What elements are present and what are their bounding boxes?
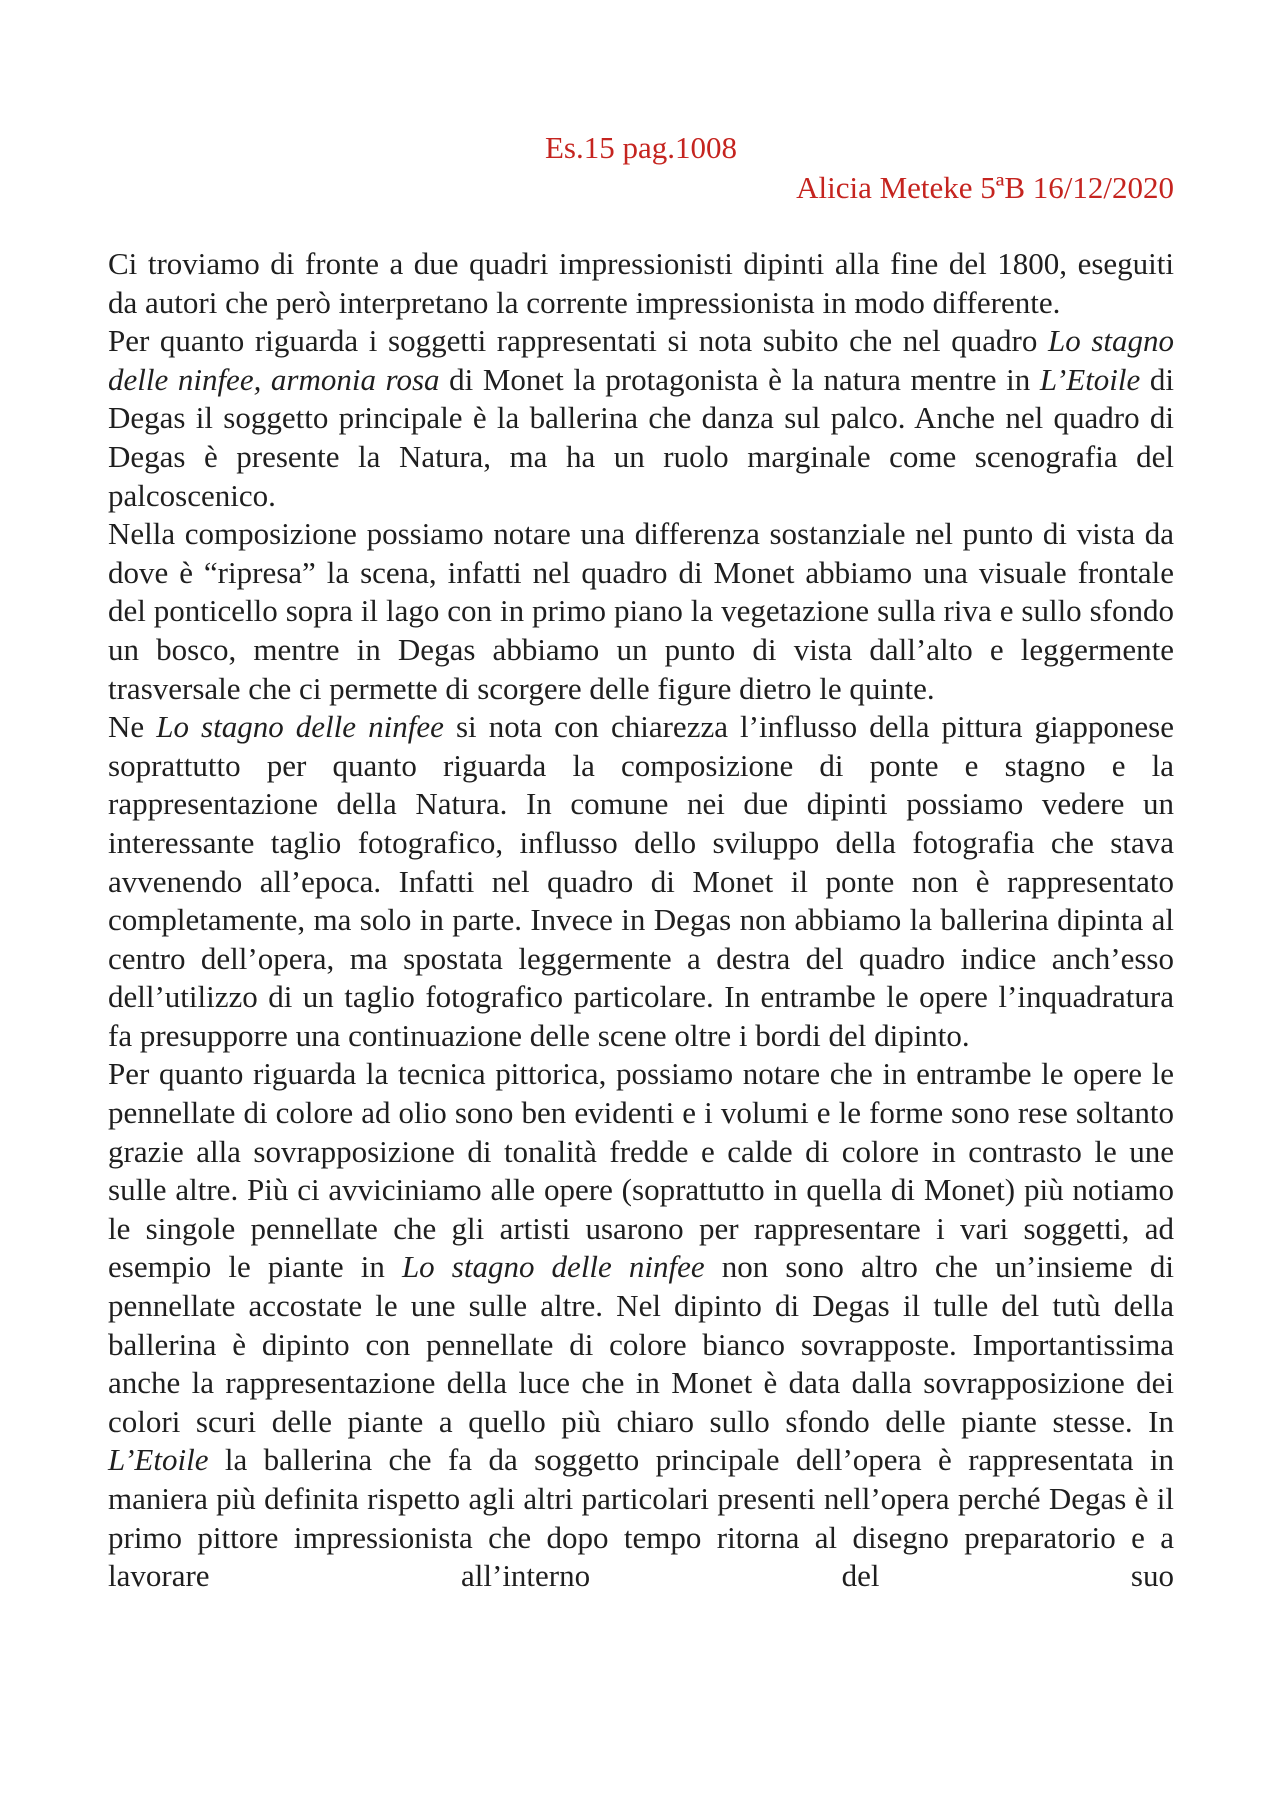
document-content: [108, 128, 1174, 1596]
text-segment: Ci troviamo di fronte a due quadri impressionisti dipinti alla fine del 1800, eseguiti da autori che però interpretano la corrente impressionista in modo differente.: [108, 246, 1174, 320]
document-body: [108, 245, 1174, 1596]
paragraph: [108, 322, 1174, 515]
artwork-title-italic: Lo stagno delle ninfee: [156, 709, 444, 745]
paragraph: [108, 708, 1174, 1055]
text-segment: Per quanto riguarda la tecnica pittorica, possiamo notare che in entrambe le opere le pennellate di colore ad olio sono ben evidenti e i volumi e le forme sono rese soltanto grazie alla sovrapposizione di tonalità fredde e calde di colore in contrasto le une sulle altre. Più ci avviciniamo alle opere (soprattutto in quella di Monet) più notiamo le singole pennellate che gli artisti usarono per rappresentare i vari soggetti, ad esempio le piante in: [108, 1056, 1174, 1285]
text-segment: di Monet la protagonista è la natura mentre in: [439, 361, 1040, 397]
paragraph: [108, 515, 1174, 708]
artwork-title-italic: Lo stagno delle ninfee, armonia rosa: [108, 323, 1174, 397]
paragraph: [108, 245, 1174, 322]
artwork-title-italic: L’Etoile: [1039, 361, 1141, 397]
text-segment: Nella composizione possiamo notare una differenza sostanziale nel punto di vista da dove è “ripresa” la scena, infatti nel quadro di Monet abbiamo una visuale frontale del ponticello sopra il lago con in primo piano la vegetazione sulla riva e sullo sfondo un bosco, mentre in Degas abbiamo un punto di vista dall’alto e leggermente trasversale che ci permette di scorgere delle figure dietro le quinte.: [108, 516, 1174, 706]
text-segment: si nota con chiarezza l’influsso della pittura giapponese soprattutto per quanto riguarda la composizione di ponte e stagno e la rappresentazione della Natura. In comune nei due dipinti possiamo vedere un interessante taglio fotografico, influsso dello sviluppo della fotografia che stava avvenendo all’epoca. Infatti nel quadro di Monet il ponte non è rappresentato completamente, ma solo in parte. Invece in Degas non abbiamo la ballerina dipinta al centro dell’opera, ma spostata leggermente a destra del quadro indice anch’esso dell’utilizzo di un taglio fotografico particolare. In entrambe le opere l’inquadratura fa presupporre una continuazione delle scene oltre i bordi del dipinto.: [108, 709, 1175, 1053]
document-title: Es.15 pag.1008: [544, 130, 737, 165]
paragraph: [108, 1055, 1174, 1595]
text-segment: di Degas il soggetto principale è la ballerina che danza sul palco. Anche nel quadro di Degas è presente la Natura, ma ha un ruolo marginale come scenografia del palcoscenico.: [108, 361, 1174, 513]
text-segment: non sono altro che un’insieme di pennellate accostate le une sulle altre. Nel dipinto di Degas il tulle del tutù della ballerina è dipinto con pennellate di colore bianco sovrapposte. Importantissima anche la rappresentazione della luce che in Monet è data dalla sovrapposizione dei colori scuri delle piante a quello più chiaro sullo sfondo delle piante stesse. In: [108, 1249, 1175, 1439]
text-segment: Ne: [108, 709, 157, 745]
text-segment: la ballerina che fa da soggetto principale dell’opera è rappresentata in maniera più definita rispetto agli altri particolari presenti nell’opera perché Degas è il primo pittore impressionista che dopo tempo ritorna al disegno preparatorio e a lavorare all’interno del suo: [108, 1442, 1174, 1594]
text-segment: Per quanto riguarda i soggetti rappresentati si nota subito che nel quadro: [108, 323, 1048, 359]
author-byline: Alicia Meteke 5ªB 16/12/2020: [796, 170, 1174, 205]
artwork-title-italic: L’Etoile: [108, 1442, 209, 1478]
artwork-title-italic: Lo stagno delle ninfee: [401, 1249, 705, 1285]
